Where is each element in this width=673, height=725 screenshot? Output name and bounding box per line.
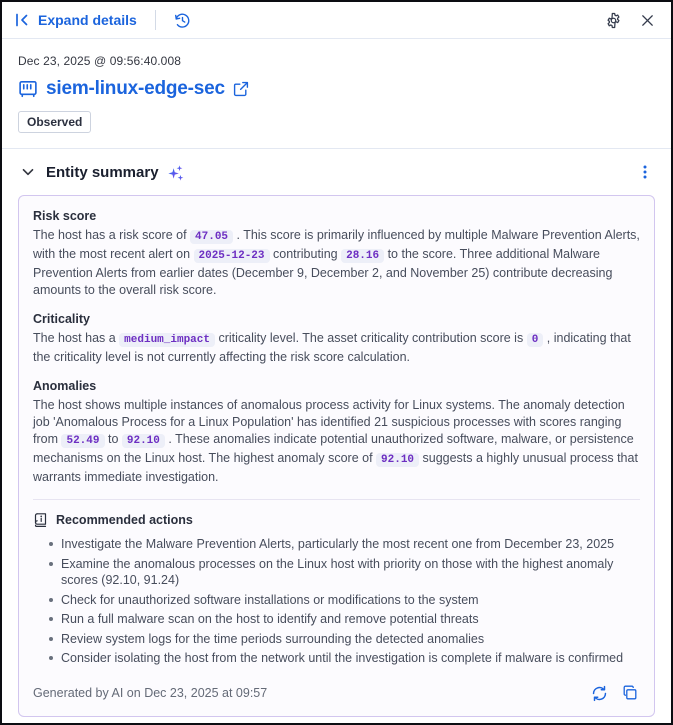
expand-details-button[interactable] <box>14 12 137 28</box>
observed-status-badge: Observed <box>18 111 91 133</box>
flyout-body <box>2 39 671 723</box>
section-paragraph: The host has a risk score of 47.05 . This score is primarily influenced by multiple Malware Prevention Alerts, with the most recent alert on 2025-12-23 contributing 28.16 to the score. Three additional Malware Prevention Alerts from earlier dates (December 9, December 2, and November 25) contribute decreasing amounts to the overall risk score. <box>33 228 640 297</box>
recommended-actions-list <box>39 536 640 667</box>
inline-code-value: 52.49 <box>61 434 104 448</box>
summary-footer <box>33 683 640 704</box>
recommended-action-item: Examine the anomalous processes on the Linux host with priority on those with the highest anomaly scores (92.10, 91.24) <box>51 556 640 589</box>
close-icon[interactable] <box>638 11 657 30</box>
recommended-actions-divider <box>33 499 640 500</box>
section-paragraph: The host has a medium_impact criticality level. The asset criticality contribution score is 0 , indicating that the criticality level is not currently affecting the risk score calculation. <box>33 331 631 364</box>
recommended-actions-title: Recommended actions <box>56 513 193 527</box>
recommended-action-item: Consider isolating the host from the network until the investigation is complete if malware is confirmed <box>51 650 640 667</box>
recommended-actions-header <box>33 512 640 528</box>
section-paragraph: The host shows multiple instances of anomalous process activity for Linux systems. The anomaly detection job 'Anomalous Process for a Linux Population' has identified 21 suspicious processes with scores ranging from 52.49 to 92.10 . These anomalies indicate potential unauthorized software, malware, or persistence mechanisms on the Linux host. The highest anomaly score of 92.10 suggests a highly unusual process that warrants immediate investigation. <box>33 398 638 484</box>
recommended-action-item: Review system logs for the time periods surrounding the detected anomalies <box>51 631 640 648</box>
regenerate-refresh-icon[interactable] <box>589 683 610 704</box>
section-heading: Criticality <box>33 312 90 326</box>
inline-code-value: 2025-12-23 <box>194 249 270 263</box>
ai-sparkles-icon <box>166 163 185 182</box>
flyout-header-bar <box>2 2 671 39</box>
entity-title-row <box>18 78 655 100</box>
entity-summary-header <box>18 162 655 182</box>
header-divider <box>155 10 156 30</box>
settings-gear-icon[interactable] <box>603 10 624 31</box>
inline-code-value: 0 <box>527 333 544 347</box>
inline-code-value: medium_impact <box>119 333 215 347</box>
inline-code-value: 47.05 <box>190 230 233 244</box>
summary-sections <box>33 209 640 486</box>
inline-code-value: 28.16 <box>341 249 384 263</box>
inline-code-value: 92.10 <box>376 453 419 467</box>
recommended-actions-book-icon <box>33 512 49 528</box>
entity-summary-title: Entity summary <box>46 163 159 181</box>
recommended-action-item: Run a full malware scan on the host to identify and remove potential threats <box>51 611 640 628</box>
recommended-action-item: Check for unauthorized software installations or modifications to the system <box>51 592 640 609</box>
section-divider <box>2 148 671 149</box>
expand-details-label: Expand details <box>38 12 137 28</box>
inline-code-value: 92.10 <box>122 434 165 448</box>
copy-icon[interactable] <box>620 683 640 703</box>
host-storage-icon <box>18 79 38 99</box>
generated-by-ai-text: Generated by AI on Dec 23, 2025 at 09:57 <box>33 686 268 700</box>
history-icon[interactable] <box>172 10 193 31</box>
entity-name-link[interactable]: siem-linux-edge-sec <box>46 78 225 99</box>
recommended-action-item: Investigate the Malware Prevention Alerts, particularly the most recent one from December 23, 2025 <box>51 536 640 553</box>
chevron-down-icon[interactable] <box>18 162 38 182</box>
collapse-panel-icon <box>14 12 30 28</box>
ai-summary-panel <box>18 195 655 717</box>
more-actions-kebab-icon[interactable] <box>635 162 655 182</box>
document-timestamp: Dec 23, 2025 @ 09:56:40.008 <box>18 54 182 68</box>
section-heading: Risk score <box>33 209 97 223</box>
section-heading: Anomalies <box>33 379 97 393</box>
open-entity-external-link-icon[interactable] <box>233 81 249 97</box>
